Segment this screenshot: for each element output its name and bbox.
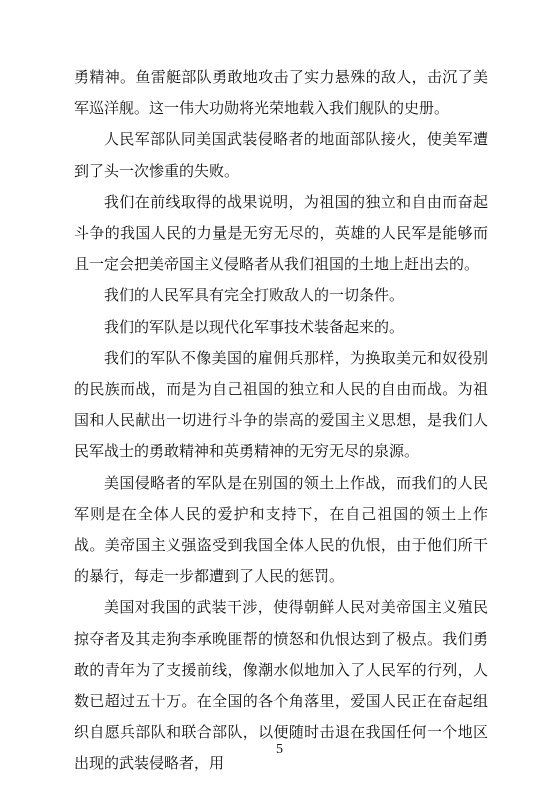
paragraph: 人民军部队同美国武装侵略者的地面部队接火，使美军遭到了头一次惨重的失败。: [74, 130, 488, 180]
page-number: 5: [276, 742, 283, 757]
paragraph: 我们的军队是以现代化军事技术装备起来的。: [104, 317, 405, 336]
body-text: [74, 62, 488, 780]
paragraph: 我们的人民军具有完全打败敌人的一切条件。: [104, 286, 405, 305]
paragraph: 我们的军队不像美国的雇佣兵那样，为换取美元和奴役别的民族而战，而是为自己祖国的独立和人民的自由而战。为祖国和人民献出一切进行斗争的崇高的爱国主义思想，是我们人民军战士的勇敢精神和英勇精神的无穷无尽的泉源。: [74, 348, 488, 461]
paragraph: 我们在前线取得的战果说明，为祖国的独立和自由而奋起斗争的我国人民的力量是无穷无尽的，英雄的人民军是能够而且一定会把美帝国主义侵略者从我们祖国的土地上赶出去的。: [74, 192, 488, 274]
paragraph: 美国对我国的武装干涉，使得朝鲜人民对美帝国主义殖民掠夺者及其走狗李承晚匪帮的愤怒和仇恨达到了极点。我们勇敢的青年为了支援前线，像潮水似地加入了人民军的行列，人数已超过五十万。在全国的各个角落里，爱国人民正在奋起组织自愿兵部队和联合部队，以便随时击退在我国任何一个地区出现的武装侵略者，用: [74, 598, 488, 773]
paragraph: 勇精神。鱼雷艇部队勇敢地攻击了实力悬殊的敌人，击沉了美军巡洋舰。这一伟大功勋将光荣地载入我们舰队的史册。: [74, 68, 488, 118]
paragraph: 美国侵略者的军队是在别国的领土上作战，而我们的人民军则是在全体人民的爱护和支持下，在自己祖国的领土上作战。美帝国主义强盗受到我国全体人民的仇恨，由于他们所干的暴行，每走一步都遭到了人民的惩罚。: [74, 473, 488, 586]
